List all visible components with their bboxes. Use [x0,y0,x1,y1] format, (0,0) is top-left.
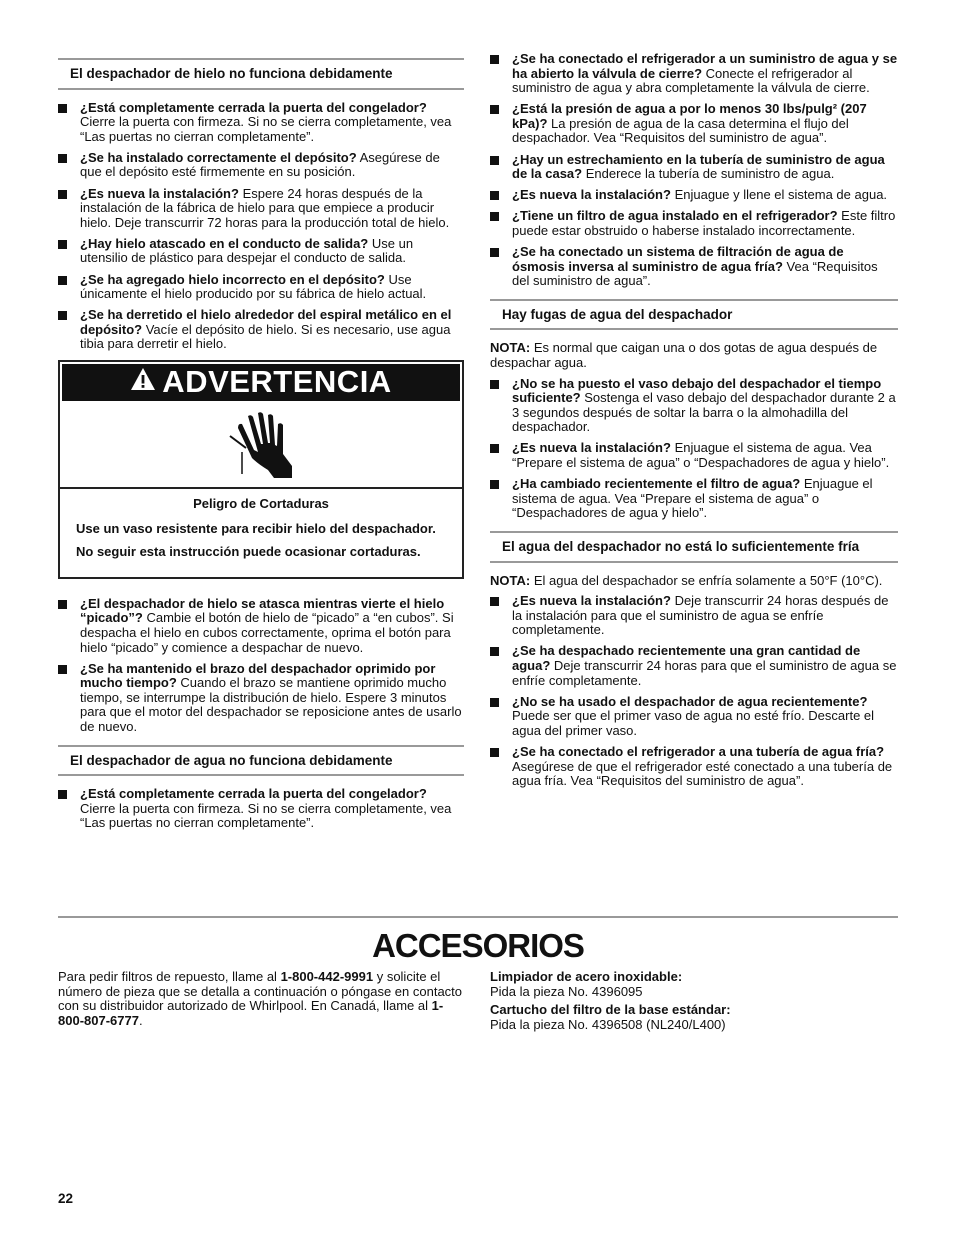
square-bullet-icon [58,276,67,285]
square-bullet-icon [490,698,499,707]
list-item: ¿Hay un estrechamiento en la tubería de suministro de agua de la casa? Enderece la tubería de suministro de agua. [490,153,898,182]
list-item: ¿Se ha derretido el hielo alrededor del espiral metálico en el depósito? Vacíe el depósito de hielo. Si es necesario, use agua tibia para derretir el hielo. [58,308,464,352]
water-dispenser-list [58,787,464,831]
list-item: ¿Es nueva la instalación? Deje transcurrir 24 horas después de la instalación para que el suministro de agua se enfríe completamente. [490,594,898,638]
square-bullet-icon [58,154,67,163]
list-item: ¿Se ha instalado correctamente el depósito? Asegúrese de que el depósito esté firmemente en su posición. [58,151,464,180]
square-bullet-icon [490,105,499,114]
section-heading-ice-dispenser: El despachador de hielo no funciona debidamente [58,58,464,90]
square-bullet-icon [58,240,67,249]
list-item: ¿Ha cambiado recientemente el filtro de agua? Enjuague el sistema de agua. Vea “Prepare el sistema de agua” o “Despachadores de agua y hielo”. [490,477,898,521]
list-item: ¿Es nueva la instalación? Espere 24 horas después de la instalación de la fábrica de hielo para que empiece a producir hielo. Deje transcurrir 72 horas para la producción total de hielo. [58,187,464,231]
phone-canada: 1-800-807-6777 [58,998,444,1028]
list-item: ¿Se ha agregado hielo incorrecto en el depósito? Use únicamente el hielo producido por su fábrica de hielo actual. [58,273,464,302]
list-item: ¿Hay hielo atascado en el conducto de salida? Use un utensilio de plástico para despejar el conducto de salida. [58,237,464,266]
square-bullet-icon [58,190,67,199]
list-item: ¿Se ha conectado el refrigerador a una tubería de agua fría? Asegúrese de que el refrigerador esté conectado a una tubería de agua fría. Vea “Requisitos del suministro de agua”. [490,745,898,789]
list-item: ¿Se ha mantenido el brazo del despachador oprimido por mucho tiempo? Cuando el brazo se mantiene oprimido mucho tiempo, se interrumpe la distribución de hielo. Espere 3 minutos para que el motor del despachador se reposicione antes de usarlo de nuevo. [58,662,464,735]
warning-line-1: Use un vaso resistente para recibir hielo del despachador. [76,520,436,536]
hazard-title: Peligro de Cortaduras [193,496,329,511]
water-not-cold-list [490,594,898,789]
square-bullet-icon [58,790,67,799]
cut-hazard-image [60,403,462,489]
leaks-note: NOTA: Es normal que caigan una o dos gotas de agua después de despachar agua. [490,340,878,370]
accessories-parts [490,970,898,1036]
square-bullet-icon [58,600,67,609]
warning-title: ADVERTENCIA [60,362,462,403]
section-heading-water-not-cold: El agua del despachador no está lo suficientemente fría [490,531,898,563]
list-item: ¿Se ha conectado un sistema de filtración de agua de ósmosis inversa al suministro de agua fría? Vea “Requisitos del suministro de agua”. [490,245,898,289]
warning-box [58,360,464,579]
cut-hand-icon [228,410,298,480]
water-leaks-list [490,377,898,521]
accessories-intro: Para pedir filtros de repuesto, llame al 1-800-442-9991 y solicite el número de pieza que se detalla a continuación o póngase en contacto con su distribuidor autorizado de Whirlpool. En Canadá, llame al 1-800-807-6777. [58,969,463,1028]
list-item: ¿Se ha conectado el refrigerador a un suministro de agua y se ha abierto la válvula de cierre? Conecte el refrigerador al suministro de agua y abra completamente la válvula de cierre. [490,52,898,96]
part-filter: Cartucho del filtro de la base estándar: Pida la pieza No. 4396508 (NL240/L400) [490,1002,731,1032]
warning-text [60,489,462,577]
water-dispenser-list-continued [490,52,898,289]
ice-dispenser-list [58,101,464,352]
square-bullet-icon [490,156,499,165]
cold-note: NOTA: El agua del despachador se enfría solamente a 50°F (10°C). [490,572,883,588]
square-bullet-icon [490,55,499,64]
square-bullet-icon [490,480,499,489]
square-bullet-icon [58,311,67,320]
list-item: ¿No se ha puesto el vaso debajo del despachador el tiempo suficiente? Sostenga el vaso debajo del despachador durante 2 a 3 segundos después de soltar la barra o la almohadilla del despachador. [490,377,898,435]
phone-us: 1-800-442-9991 [280,969,374,984]
square-bullet-icon [490,191,499,200]
list-item: ¿Está completamente cerrada la puerta del congelador? Cierre la puerta con firmeza. Si no se cierra completamente, vea “Las puertas no cierran completamente”. [58,101,464,145]
list-item: ¿El despachador de hielo se atasca mientras vierte el hielo “picado”? Cambie el botón de hielo de “picado” a “en cubos”. Si despacha el hielo en cubos correctamente, oprima el botón para hielo “picado” y comience a despachar de nuevo. [58,597,464,655]
square-bullet-icon [490,212,499,221]
part-cleaner: Limpiador de acero inoxidable: Pida la pieza No. 4396095 [490,969,683,999]
square-bullet-icon [490,647,499,656]
square-bullet-icon [490,380,499,389]
ice-dispenser-list-continued [58,597,464,735]
warning-line-2: No seguir esta instrucción puede ocasionar cortaduras. [76,544,421,560]
square-bullet-icon [490,597,499,606]
square-bullet-icon [490,444,499,453]
warning-triangle-icon [130,363,156,399]
list-item: ¿Se ha despachado recientemente una gran cantidad de agua? Deje transcurrir 24 horas para que el suministro de agua se enfríe completamente. [490,644,898,688]
section-heading-water-dispenser: El despachador de agua no funciona debidamente [58,745,464,777]
section-heading-water-leaks: Hay fugas de agua del despachador [490,299,898,331]
square-bullet-icon [58,104,67,113]
accessories-title: ACCESORIOS [372,927,584,964]
list-item: ¿Está la presión de agua a por lo menos 30 lbs/pulg² (207 kPa)? La presión de agua de la casa determina el flujo del despachador. Vea “Requisitos del suministro de agua”. [490,102,898,146]
left-column [58,58,464,838]
divider [58,916,898,918]
square-bullet-icon [58,665,67,674]
list-item: ¿Está completamente cerrada la puerta del congelador? Cierre la puerta con firmeza. Si no se cierra completamente, vea “Las puertas no cierran completamente”. [58,787,464,831]
list-item: ¿No se ha usado el despachador de agua recientemente? Puede ser que el primer vaso de agua no esté frío. Descarte el agua del primer vaso. [490,695,898,739]
list-item: ¿Es nueva la instalación? Enjuague y llene el sistema de agua. [490,188,898,203]
list-item: ¿Es nueva la instalación? Enjuague el sistema de agua. Vea “Prepare el sistema de agua” o “Despachadores de agua y hielo”. [490,441,898,470]
list-item: ¿Tiene un filtro de agua instalado en el refrigerador? Este filtro puede estar obstruido o haberse instalado incorrectamente. [490,209,898,238]
right-column [490,52,898,795]
page-number: 22 [58,1191,74,1206]
square-bullet-icon [490,248,499,257]
square-bullet-icon [490,748,499,757]
